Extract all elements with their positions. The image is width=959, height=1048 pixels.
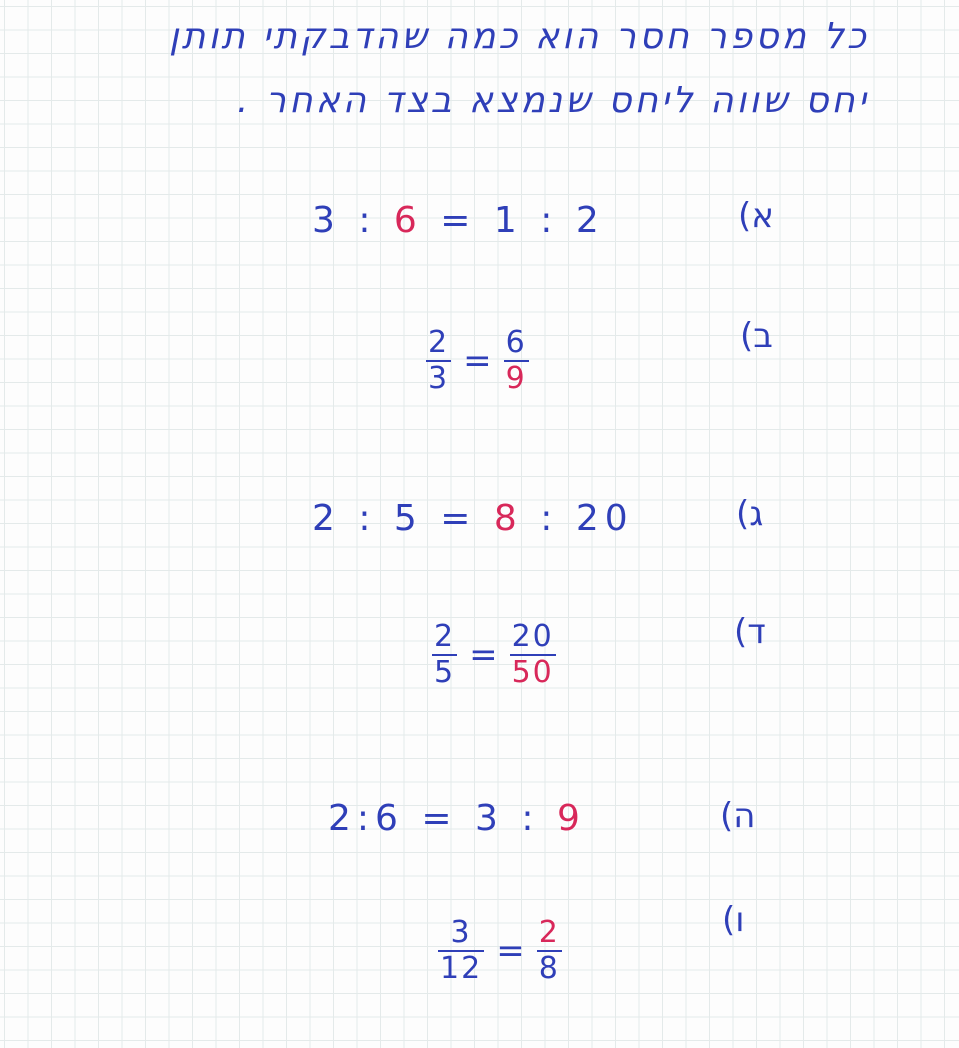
fraction-b-right-numerator: 6	[505, 325, 527, 360]
ratio-c-left-second: 5	[393, 498, 423, 539]
ratio-equation-a: 3 : 6 = 1 : 2	[312, 200, 605, 241]
ratio-a-left-second-answer: 6	[393, 200, 423, 241]
ratio-c-right-second: 20	[575, 498, 634, 539]
ratio-e-left-second: 6	[375, 798, 404, 839]
fraction-b-left	[428, 326, 449, 396]
fraction-f-left-numerator: 3	[450, 915, 472, 950]
ratio-e-left-first: 2	[328, 798, 357, 839]
fraction-f-left-denominator: 12	[440, 951, 483, 986]
fraction-b-right-denominator-answer: 9	[505, 361, 527, 396]
instruction-line-2: יחס שווה ליחס שנמצא בצד האחר .	[236, 80, 869, 121]
problem-marker-b: ב)	[740, 316, 773, 356]
fraction-d-left-numerator: 2	[434, 619, 456, 654]
ratio-c-left-first: 2	[312, 498, 341, 539]
ratio-a-left-first: 3	[312, 200, 341, 241]
problem-marker-c: ג)	[736, 494, 764, 534]
fraction-f-left	[440, 916, 482, 986]
fraction-b-right	[506, 326, 527, 396]
ratio-c-right-first-answer: 8	[493, 498, 523, 539]
ratio-a-right-first: 1	[493, 200, 523, 241]
ratio-equation-c: 2 : 5 = 8 : 20	[312, 498, 634, 539]
fraction-d-right	[512, 620, 554, 690]
fraction-d-right-denominator-answer: 50	[511, 655, 554, 690]
fraction-d-right-numerator: 20	[511, 619, 554, 654]
fraction-b-left-numerator: 2	[428, 325, 450, 360]
fraction-f-right-denominator: 8	[538, 951, 560, 986]
fraction-f-right-numerator-answer: 2	[538, 915, 560, 950]
problem-marker-a: א)	[738, 196, 774, 236]
problem-marker-d: ד)	[734, 612, 766, 652]
ratio-e-right-first: 3	[475, 798, 504, 839]
problem-marker-f: ו)	[722, 900, 745, 940]
fraction-b-left-denominator: 3	[428, 361, 450, 396]
fraction-f-right	[539, 916, 560, 986]
fraction-equation-d: $\frac{2}{5}$ = $\frac{20}{50}$	[434, 619, 554, 690]
fraction-d-left	[434, 620, 455, 690]
instruction-line-1: כל מספר חסר הוא כמה שהדבקתי תותן	[168, 16, 869, 57]
fraction-equation-b: $\frac{2}{3}$ = $\frac{6}{9}$	[428, 325, 527, 396]
ratio-e-right-second-answer: 9	[556, 798, 586, 839]
fraction-d-left-denominator: 5	[434, 655, 456, 690]
fraction-equation-f: $\frac{3}{12}$ = $\frac{2}{8}$	[440, 915, 560, 986]
ratio-equation-e: 2:6 = 3 : 9	[328, 798, 586, 839]
ratio-a-right-second: 2	[575, 200, 605, 241]
problem-marker-e: ה)	[720, 796, 756, 836]
